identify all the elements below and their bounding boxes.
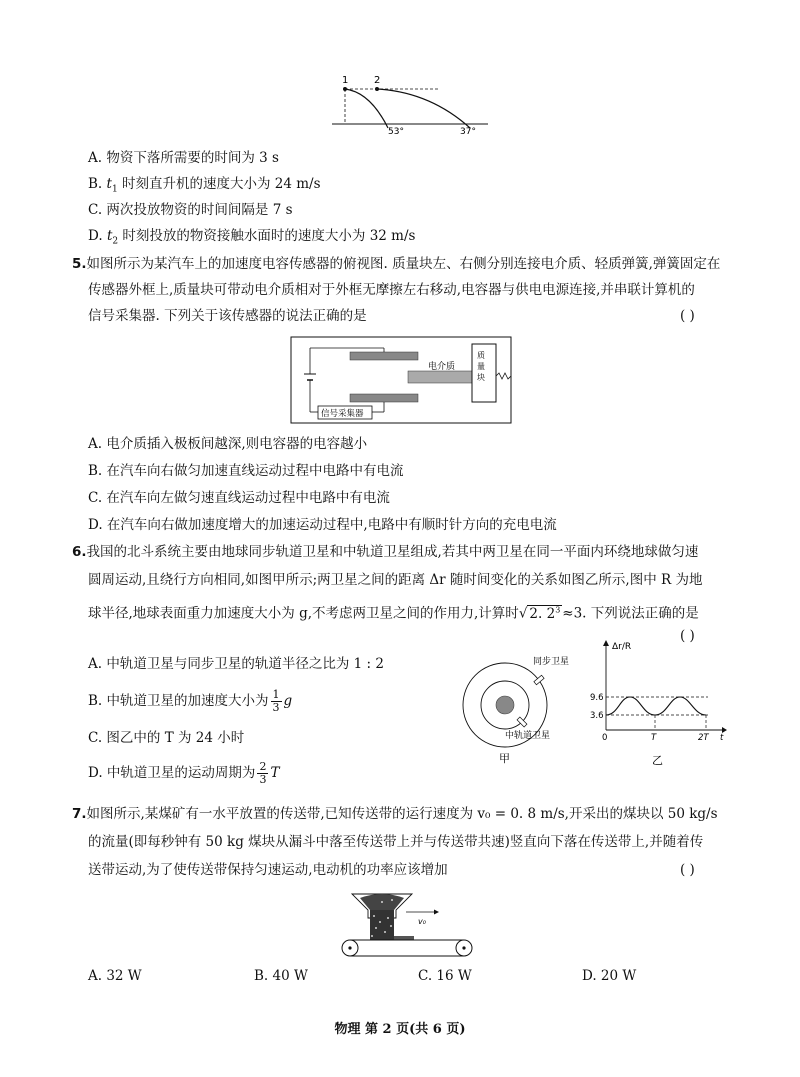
dielectric-label: 电介质	[428, 362, 456, 372]
q7-option-b: B. 40 W	[254, 968, 308, 984]
q5-answer-bracket: ( )	[680, 308, 695, 324]
q5-stem-line2: 传感器外框上,质量块可带动电介质相对于外框无摩擦左右移动,电容器与供电电源连接,并串联计算机的	[88, 282, 695, 298]
signal-collector-label: 信号采集器	[321, 409, 364, 419]
q5-number: 5.	[72, 256, 87, 272]
q6-answer-bracket: ( )	[680, 628, 695, 644]
fig-jia-caption: 甲	[499, 752, 510, 765]
q7-number: 7.	[72, 806, 87, 822]
q4-label-1: 1	[342, 75, 349, 86]
q4-option-d: D. $t_2$ 时刻投放的物资接触水面时的速度大小为 32 m/s	[88, 228, 416, 247]
q4-trajectory-figure	[330, 72, 490, 140]
q6-stem-line1: 6.我国的北斗系统主要由地球同步轨道卫星和中轨道卫星组成,若其中两卫星在同一平面内环绕地球做匀速	[72, 544, 699, 560]
yi-y-low: 3.6	[590, 711, 604, 721]
q5-stem-line3: 信号采集器. 下列关于该传感器的说法正确的是	[88, 308, 367, 324]
yi-x-2T: 2T	[698, 733, 709, 743]
q6-number: 6.	[72, 544, 87, 560]
fig-yi-caption: 乙	[652, 754, 663, 767]
q7-conveyor-figure	[330, 888, 480, 958]
mid-satellite-icon	[517, 717, 527, 727]
yi-x-zero: 0	[602, 733, 608, 743]
q6-stem-line3: 球半径,地球表面重力加速度大小为 g,不考虑两卫星之间的作用力,计算时√ 2. $2^3 \approx 3$. 下列说法正确的是	[88, 605, 699, 622]
q4-option-c: C. 两次投放物资的时间间隔是 7 s	[88, 202, 293, 218]
q6-stem-line2: 圆周运动,且绕行方向相同,如图甲所示;两卫星之间的距离 Δr 随时间变化的关系如图乙所示,图中 R 为地	[88, 572, 703, 588]
q5-stem-line1: 5.如图所示为某汽车上的加速度电容传感器的俯视图. 质量块左、右侧分别连接电介质、轻质弹簧,弹簧固定在	[72, 256, 721, 272]
yi-ylabel: Δr/R	[612, 642, 632, 652]
q6-option-c: C. 图乙中的 T 为 24 小时	[88, 730, 245, 746]
q5-capacitor-sensor-figure	[290, 336, 512, 424]
v0-label: v₀	[418, 917, 426, 926]
page-footer: 物理 第 2 页(共 6 页)	[334, 1022, 466, 1037]
yi-x-t: t	[720, 733, 724, 743]
q7-option-d: D. 20 W	[582, 968, 637, 984]
mid-satellite-label: 中轨道卫星	[505, 731, 551, 741]
q7-option-a: A. 32 W	[88, 968, 142, 984]
sync-satellite-label: 同步卫星	[533, 657, 570, 667]
q5-option-b: B. 在汽车向右做匀加速直线运动过程中电路中有电流	[88, 463, 404, 479]
q7-answer-bracket: ( )	[680, 862, 695, 878]
q4-angle-1: 53°	[388, 127, 404, 137]
q4-angle-2: 37°	[460, 127, 476, 137]
q7-stem-line1: 7.如图所示,某煤矿有一水平放置的传送带,已知传送带的运行速度为 v₀ = 0. 8 m/s,开采出的煤块以 50 kg/s	[72, 806, 718, 822]
q4-option-b: B. $t_1$ 时刻直升机的速度大小为 24 m/s	[88, 176, 321, 195]
q6-orbit-figure	[455, 650, 590, 770]
q4-option-a: A. 物资下落所需要的时间为 3 s	[88, 150, 279, 166]
q7-stem-line3: 送带运动,为了使传送带保持匀速运动,电动机的功率应该增加	[88, 862, 448, 878]
q5-option-c: C. 在汽车向左做匀速直线运动过程中电路中有电流	[88, 490, 390, 506]
q7-option-c: C. 16 W	[418, 968, 472, 984]
q5-option-d: D. 在汽车向右做加速度增大的加速运动过程中,电路中有顺时针方向的充电电流	[88, 517, 557, 533]
mass-block-label: 质量块	[477, 351, 485, 382]
q5-option-a: A. 电介质插入极板间越深,则电容器的电容越小	[88, 436, 368, 452]
q6-option-b: B. 中轨道卫星的加速度大小为 $\frac{1}{3}$ g	[88, 688, 293, 714]
yi-y-high: 9.6	[590, 693, 604, 703]
q7-stem-line2: 的流量(即每秒钟有 50 kg 煤块从漏斗中落至传送带上并与传送带共速)竖直向下落在传送带上,并随着传	[88, 834, 704, 850]
q6-option-a: A. 中轨道卫星与同步卫星的轨道半径之比为 1 : 2	[88, 656, 384, 672]
q6-option-d: D. 中轨道卫星的运动周期为 $\frac{2}{3}$ T	[88, 760, 280, 786]
q4-label-2: 2	[374, 75, 381, 86]
yi-x-T: T	[651, 733, 657, 743]
q6-distance-time-graph	[590, 636, 730, 770]
